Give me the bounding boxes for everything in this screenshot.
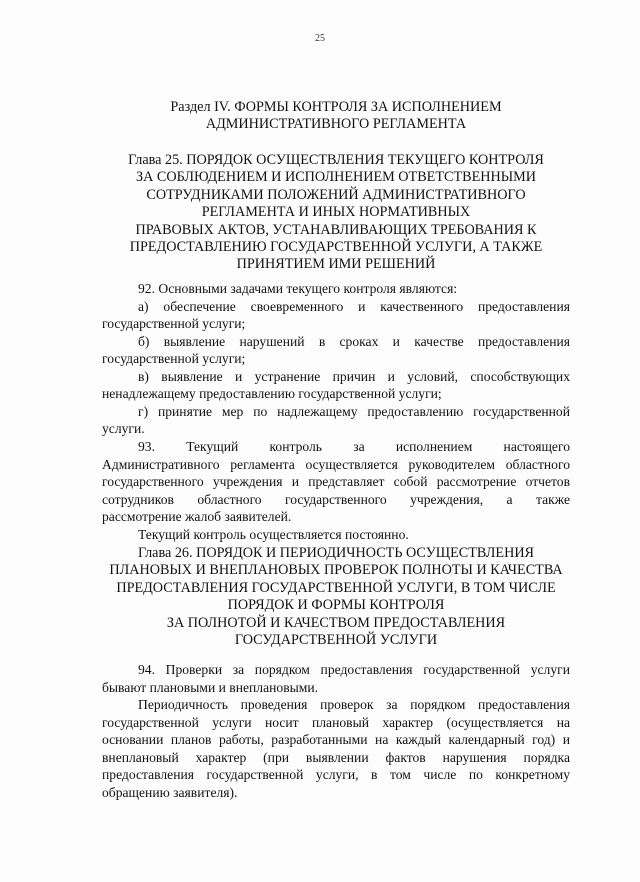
heading-line: ПРАВОВЫХ АКТОВ, УСТАНАВЛИВАЮЩИХ ТРЕБОВАНИЯ К: [135, 221, 537, 238]
text-line: ненадлежащему предоставлению государственной услуги;: [102, 386, 442, 401]
text-line: государственной услуги;: [102, 351, 246, 366]
text-line: основании планов работы, разработанными на каждый календарный год) и: [102, 732, 570, 747]
text-line: государственной услуги носит плановый характер (осуществляется на: [102, 714, 570, 730]
heading-line: Глава 26. ПОРЯДОК И ПЕРИОДИЧНОСТЬ ОСУЩЕСТВЛЕНИЯ: [137, 545, 535, 561]
text-line: рассмотрение жалоб заявителей.: [102, 509, 292, 524]
text-line: г) принятие мер по надлежащему предоставлению государственной: [138, 403, 570, 419]
heading-line: ЗА ПОЛНОТОЙ И КАЧЕСТВОМ ПРЕДОСТАВЛЕНИЯ: [166, 614, 506, 631]
text-line: услуги.: [102, 421, 145, 436]
paragraph-94: [102, 661, 570, 801]
paragraph-93: [102, 438, 570, 543]
text-line: предоставления государственной услуги, в том числе по конкретному: [102, 767, 570, 782]
text-line: Текущий контроль осуществляется постоянно.: [138, 526, 409, 542]
heading-line: Глава 25. ПОРЯДОК ОСУЩЕСТВЛЕНИЯ ТЕКУЩЕГО КОНТРОЛЯ: [128, 152, 544, 168]
chapter-26-heading: [100, 545, 572, 649]
text-line: в) выявление и устранение причин и условий, способствующих: [138, 368, 570, 384]
heading-line: ПОРЯДОК И ФОРМЫ КОНТРОЛЯ: [227, 597, 445, 614]
text-line: Административного регламента осуществляется руководителем областного: [102, 456, 570, 472]
section-heading: [100, 99, 572, 134]
text-line: государственного учреждения и представляет собой рассмотрение отчетов: [102, 474, 570, 489]
paragraph-92: [102, 280, 570, 438]
text-line: государственной услуги;: [102, 316, 246, 331]
chapter-25-heading: [100, 152, 572, 274]
text-line: 94. Проверки за порядком предоставления государственной услуги: [138, 662, 570, 677]
text-line: а) обеспечение своевременного и качественного предоставления: [138, 298, 570, 314]
heading-line: СОТРУДНИКАМИ ПОЛОЖЕНИЙ АДМИНИСТРАТИВНОГО: [146, 186, 526, 203]
heading-line: ПРИНЯТИЕМ ИМИ РЕШЕНИЙ: [236, 256, 436, 273]
text-line: внеплановый характер (при выявлении фактов нарушения порядка: [102, 749, 570, 765]
text-line: 92. Основными задачами текущего контроля являются:: [138, 281, 458, 296]
text-line: б) выявление нарушений в сроках и качестве предоставления: [138, 333, 570, 349]
heading-line: ПРЕДОСТАВЛЕНИЮ ГОСУДАРСТВЕННОЙ УСЛУГИ, А ТАКЖЕ: [129, 239, 543, 256]
text-line: Периодичность проведения проверок за порядком предоставления: [138, 697, 570, 712]
text-line: сотрудников областного государственного учреждения, а также: [102, 491, 570, 507]
heading-line: ГОСУДАРСТВЕННОЙ УСЛУГИ: [234, 632, 438, 649]
heading-line: РЕГЛАМЕНТА И ИНЫХ НОРМАТИВНЫХ: [201, 204, 471, 221]
heading-line: ПРЕДОСТАВЛЕНИЯ ГОСУДАРСТВЕННОЙ УСЛУГИ, В ТОМ ЧИСЛЕ: [116, 579, 556, 596]
text-line: 93. Текущий контроль за исполнением настоящего: [138, 439, 570, 454]
text-line: бывают плановыми и внеплановыми.: [102, 679, 319, 695]
page-number: 25: [315, 33, 325, 44]
heading-line: АДМИНИСТРАТИВНОГО РЕГЛАМЕНТА: [205, 116, 467, 133]
heading-line: ПЛАНОВЫХ И ВНЕПЛАНОВЫХ ПРОВЕРОК ПОЛНОТЫ И КАЧЕСТВА: [109, 562, 563, 579]
heading-line: Раздел IV. ФОРМЫ КОНТРОЛЯ ЗА ИСПОЛНЕНИЕМ: [170, 99, 502, 115]
text-line: обращению заявителя).: [102, 784, 238, 800]
heading-line: ЗА СОБЛЮДЕНИЕМ И ИСПОЛНЕНИЕМ ОТВЕТСТВЕННЫМИ: [135, 169, 537, 186]
